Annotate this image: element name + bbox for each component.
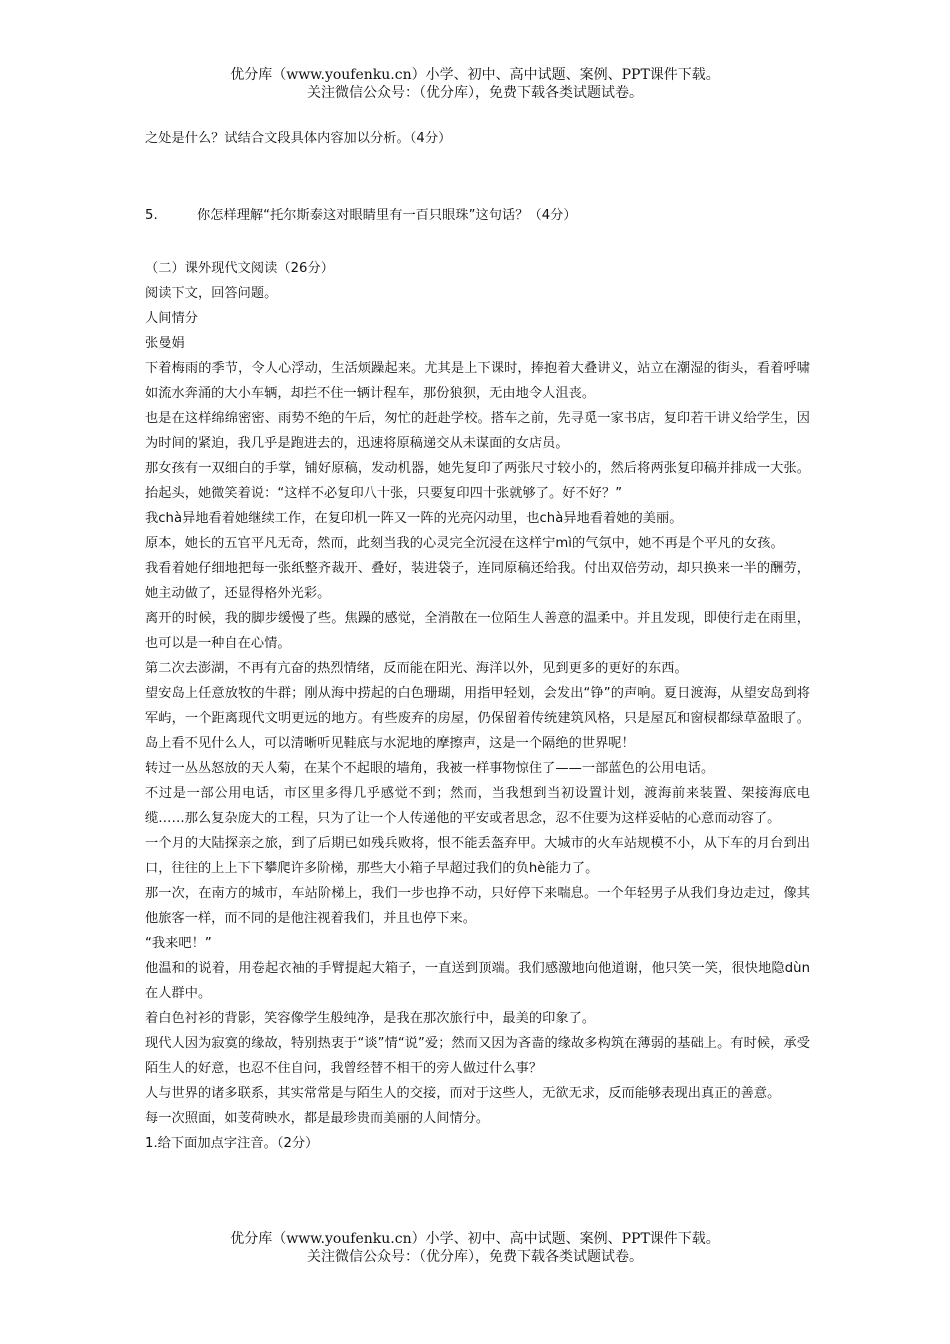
question-1: 1.给下面加点字注音。（2分） xyxy=(145,1136,319,1151)
footer-line-2: 关注微信公众号：（优分库），免费下载各类试题试卷。 xyxy=(307,1249,643,1265)
question-5 xyxy=(145,203,810,228)
article-paragraph: 每一次照面，如芰荷映水，都是最珍贵而美丽的人间情分。 xyxy=(145,1111,490,1126)
question-5-number: 5. xyxy=(145,208,158,223)
header-line-1: 优分库（www.youfenku.cn）小学、初中、高中试题、案例、PPT课件下载。 xyxy=(230,67,720,83)
article-paragraph: 第二次去澎湖，不再有亢奋的热烈情绪，反而能在阳光、海洋以外，见到更多的更好的东西。 xyxy=(145,661,688,676)
answer-space xyxy=(145,228,810,256)
article-paragraph: 也是在这样绵绵密密、雨势不绝的午后，匆忙的赶赴学校。搭车之前，先寻觅一家书店，复印若干讲义给学生，因为时间的紧迫，我几乎是跑进去的，迅速将原稿递交从未谋面的女店员。 xyxy=(145,411,810,451)
article-paragraph: 离开的时候，我的脚步缓慢了些。焦躁的感觉，全消散在一位陌生人善意的温柔中。并且发现，即使行走在雨里，也可以是一种自在心情。 xyxy=(145,611,810,651)
question-4-tail: 之处是什么？试结合文段具体内容加以分析。（4分） xyxy=(145,131,452,146)
article-author: 张曼娟 xyxy=(145,336,185,351)
article-paragraph: “我来吧！” xyxy=(145,936,212,951)
article-paragraph: 不过是一部公用电话，市区里多得几乎感觉不到；然而，当我想到当初设置计划，渡海前来装置、架接海底电缆……那么复杂庞大的工程，只为了让一个人传递他的平安或者思念，忍不住要为这样妥帖的心意而动容了。 xyxy=(145,786,810,826)
page-header xyxy=(0,66,950,102)
reading-instruction: 阅读下文，回答问题。 xyxy=(145,286,278,301)
article-paragraph: 人与世界的诸多联系，其实常常是与陌生人的交接，而对于这些人，无欲无求，反而能够表现出真正的善意。 xyxy=(145,1086,781,1101)
article-paragraph: 着白色衬衫的背影，笑容像学生般纯净，是我在那次旅行中，最美的印象了。 xyxy=(145,1011,596,1026)
article-paragraph: 那一次，在南方的城市，车站阶梯上，我们一步也挣不动，只好停下来喘息。一个年轻男子从我们身边走过，像其他旅客一样，而不同的是他注视着我们，并且也停下来。 xyxy=(145,886,810,926)
article-paragraph: 下着梅雨的季节，令人心浮动，生活烦躁起来。尤其是上下课时，捧抱着大叠讲义，站立在潮湿的街头，看着呼啸如流水奔涌的大小车辆，却拦不住一辆计程车，那份狼狈，无由地令人沮丧。 xyxy=(145,361,810,401)
article-paragraph: 转过一丛丛怒放的天人菊，在某个不起眼的墙角，我被一样事物惊住了——一部蓝色的公用电话。 xyxy=(145,761,715,776)
document-body xyxy=(145,126,810,1156)
question-5-text: 你怎样理解“托尔斯泰这对眼睛里有一百只眼珠”这句话？（4分） xyxy=(197,208,577,223)
page-footer xyxy=(0,1230,950,1266)
footer-line-1: 优分库（www.youfenku.cn）小学、初中、高中试题、案例、PPT课件下载。 xyxy=(230,1231,720,1247)
article-paragraph: 现代人因为寂寞的缘故，特别热衷于“谈”情“说”爱；然而又因为吝啬的缘故多构筑在薄弱的基础上。有时候，承受陌生人的好意，也忍不住自问，我曾经替不相干的旁人做过什么事？ xyxy=(145,1036,810,1076)
article-paragraph: 望安岛上任意放牧的牛群；刚从海中捞起的白色珊瑚，用指甲轻划，会发出“铮”的声响。夏日渡海，从望安岛到将军屿，一个距离现代文明更远的地方。有些废弃的房屋，仍保留着传统建筑风格，只是屋瓦和窗棂都绿草盈眼了。岛上看不见什么人，可以清晰听见鞋底与水泥地的摩擦声，这是一个隔绝的世界呢！ xyxy=(145,686,810,751)
article-paragraph: 一个月的大陆探亲之旅，到了后期已如残兵败将，恨不能丢盔弃甲。大城市的火车站规模不小，从下车的月台到出口，往往的上上下下攀爬许多阶梯，那些大小箱子早超过我们的负hè能力了。 xyxy=(145,836,810,876)
answer-space xyxy=(145,151,810,203)
article-paragraph: 我看着她仔细地把每一张纸整齐裁开、叠好，装进袋子，连同原稿还给我。付出双倍劳动，却只换来一半的酬劳，她主动做了，还显得格外光彩。 xyxy=(145,561,810,601)
header-line-2: 关注微信公众号：（优分库），免费下载各类试题试卷。 xyxy=(307,85,643,101)
article-paragraph: 原本，她长的五官平凡无奇，然而，此刻当我的心灵完全沉浸在这样宁mì的气氛中，她不再是个平凡的女孩。 xyxy=(145,536,784,551)
article-paragraph: 我chà异地看着她继续工作，在复印机一阵又一阵的光亮闪动里，也chà异地看着她的美丽。 xyxy=(145,511,683,526)
article-paragraph: 他温和的说着，用卷起衣袖的手臂提起大箱子，一直送到顶端。我们感激地向他道谢，他只笑一笑，很快地隐dùn在人群中。 xyxy=(145,961,810,1001)
article-paragraph: 那女孩有一双细白的手掌，铺好原稿，发动机器，她先复印了两张尺寸较小的，然后将两张复印稿并排成一大张。抬起头，她微笑着说：“这样不必复印八十张，只要复印四十张就够了。好不好？” xyxy=(145,461,810,501)
section-heading: （二）课外现代文阅读（26分） xyxy=(145,261,334,276)
article-title: 人间情分 xyxy=(145,311,198,326)
